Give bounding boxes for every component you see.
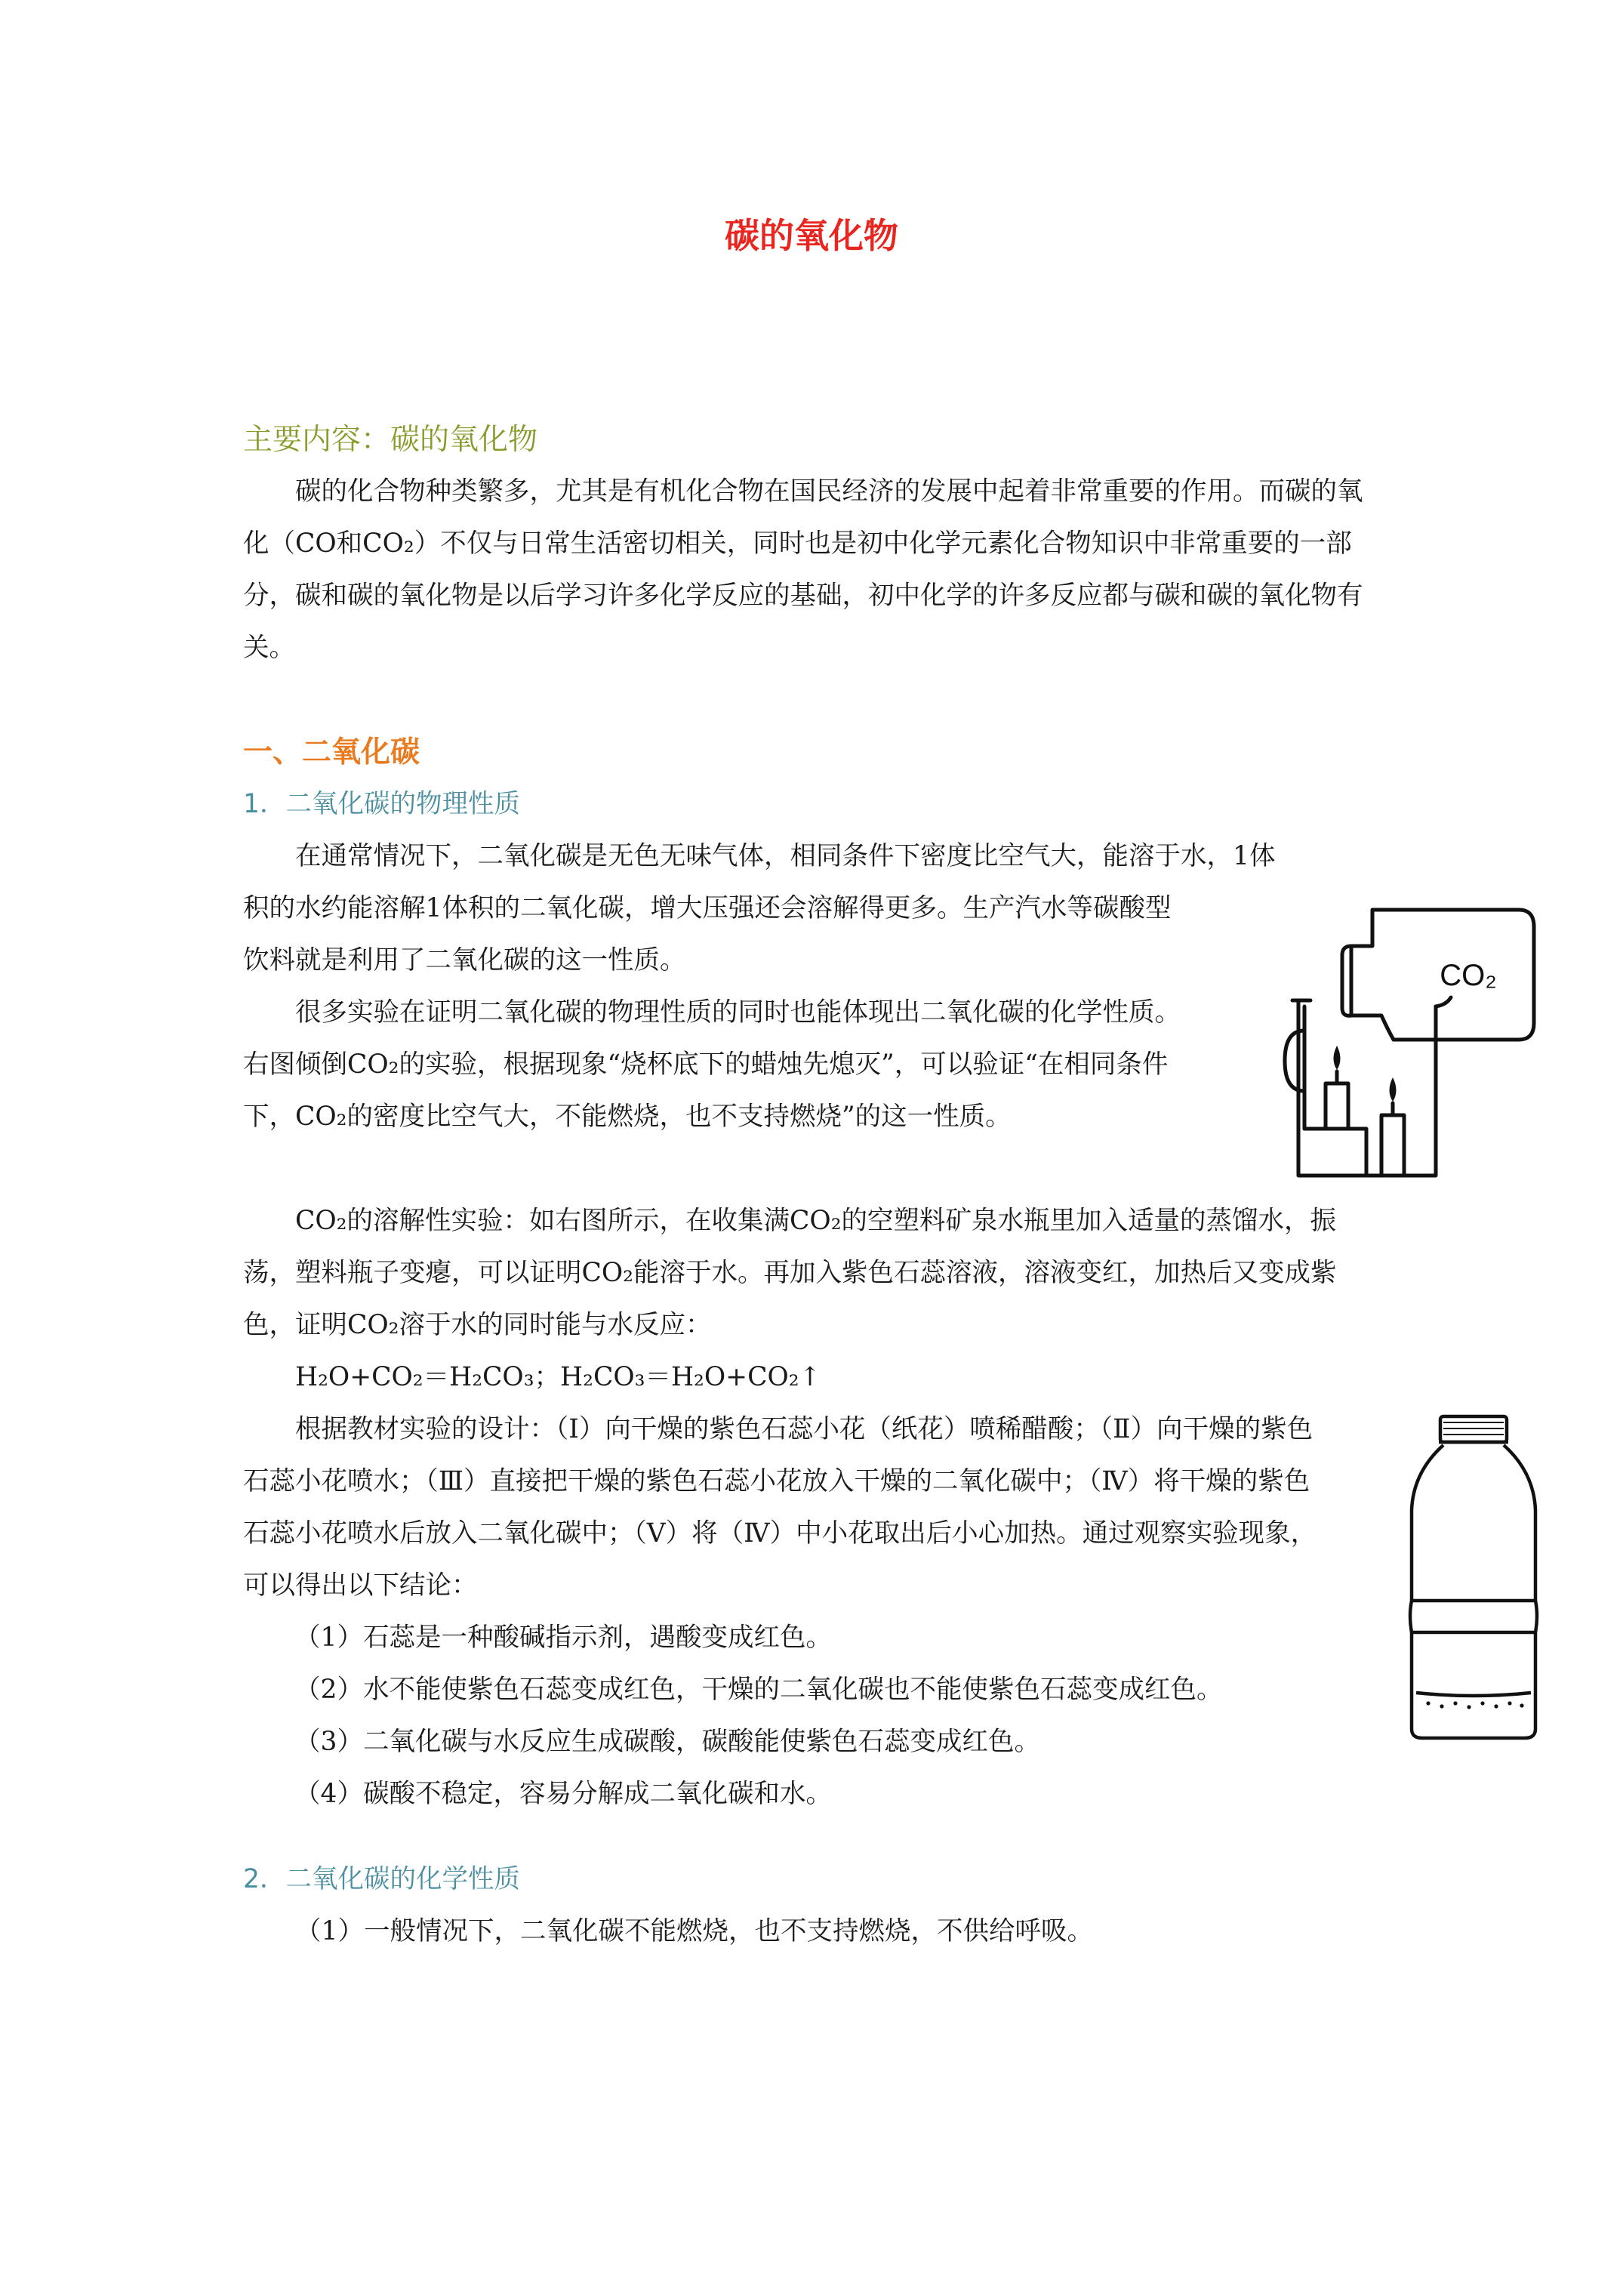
reaction-equation: H₂O+CO₂＝H₂CO₃；H₂CO₃＝H₂O+CO₂↑ [295,1362,821,1392]
physical-properties-line1: 在通常情况下，二氧化碳是无色无味气体，相同条件下密度比空气大，能溶于水，1体 [295,841,1276,871]
chemical-properties-item1: （1）一般情况下，二氧化碳不能燃烧，也不支持燃烧，不供给呼吸。 [295,1916,1093,1946]
chemical-properties-heading: 2．二氧化碳的化学性质 [243,1864,520,1894]
conclusion-item: （3）二氧化碳与水反应生成碳酸，碳酸能使紫色石蕊变成红色。 [294,1727,1040,1757]
pouring-experiment-paragraph: 很多实验在证明二氧化碳的物理性质的同时也能体现出二氧化碳的化学性质。右图倾倒CO₂的实验，根据现象“烧杯底下的蜡烛先熄灭”，可以验证“在相同条件下，CO₂的密度比空气大，不能燃烧，也不支持燃烧”的这一性质。 [243,997,1181,1132]
conclusion-item: （1）石蕊是一种酸碱指示剂，遇酸变成红色。 [294,1623,832,1653]
solubility-paragraph: CO₂的溶解性实验：如右图所示，在收集满CO₂的空塑料矿泉水瓶里加入适量的蒸馏水，振荡，塑料瓶子变瘪，可以证明CO₂能溶于水。再加入紫色石蕊溶液，溶液变红，加热后又变成紫色，证明CO₂溶于水的同时能与水反应： [243,1206,1337,1340]
intro-paragraph: 碳的化合物种类繁多，尤其是有机化合物在国民经济的发展中起着非常重要的作用。而碳的氧化（CO和CO₂）不仅与日常生活密切相关，同时也是初中化学元素化合物知识中非常重要的一部分，碳和碳的氧化物是以后学习许多化学反应的基础，初中化学的许多反应都与碳和碳的氧化物有关。 [243,476,1363,663]
bottle-label: CO₂ [1440,959,1497,992]
co2-pouring-diagram [1238,902,1540,1189]
conclusion-item: （2）水不能使紫色石蕊变成红色，干燥的二氧化碳也不能使紫色石蕊变成红色。 [294,1675,1223,1705]
main-content-heading: 主要内容：碳的氧化物 [243,423,538,457]
page-title: 碳的氧化物 [725,215,898,256]
section-co2-heading: 一、二氧化碳 [243,735,420,769]
plastic-bottle-diagram [1406,1412,1541,1744]
physical-properties-paragraph: 积的水约能溶解1体积的二氧化碳，增大压强还会溶解得更多。生产汽水等碳酸型饮料就是利用了二氧化碳的这一性质。 [243,893,1172,975]
conclusion-item: （4）碳酸不稳定，容易分解成二氧化碳和水。 [294,1779,832,1809]
document-body [243,414,1368,1958]
physical-properties-heading: 1．二氧化碳的物理性质 [243,789,520,819]
textbook-experiment-paragraph: 根据教材实验的设计：（Ⅰ）向干燥的紫色石蕊小花（纸花）喷稀醋酸；（Ⅱ）向干燥的紫色石蕊小花喷水；（Ⅲ）直接把干燥的紫色石蕊小花放入干燥的二氧化碳中；（Ⅳ）将干燥的紫色石蕊小花喷水后放入二氧化碳中；（Ⅴ）将（Ⅳ）中小花取出后小心加热。通过观察实验现象，可以得出以下结论： [243,1414,1317,1601]
